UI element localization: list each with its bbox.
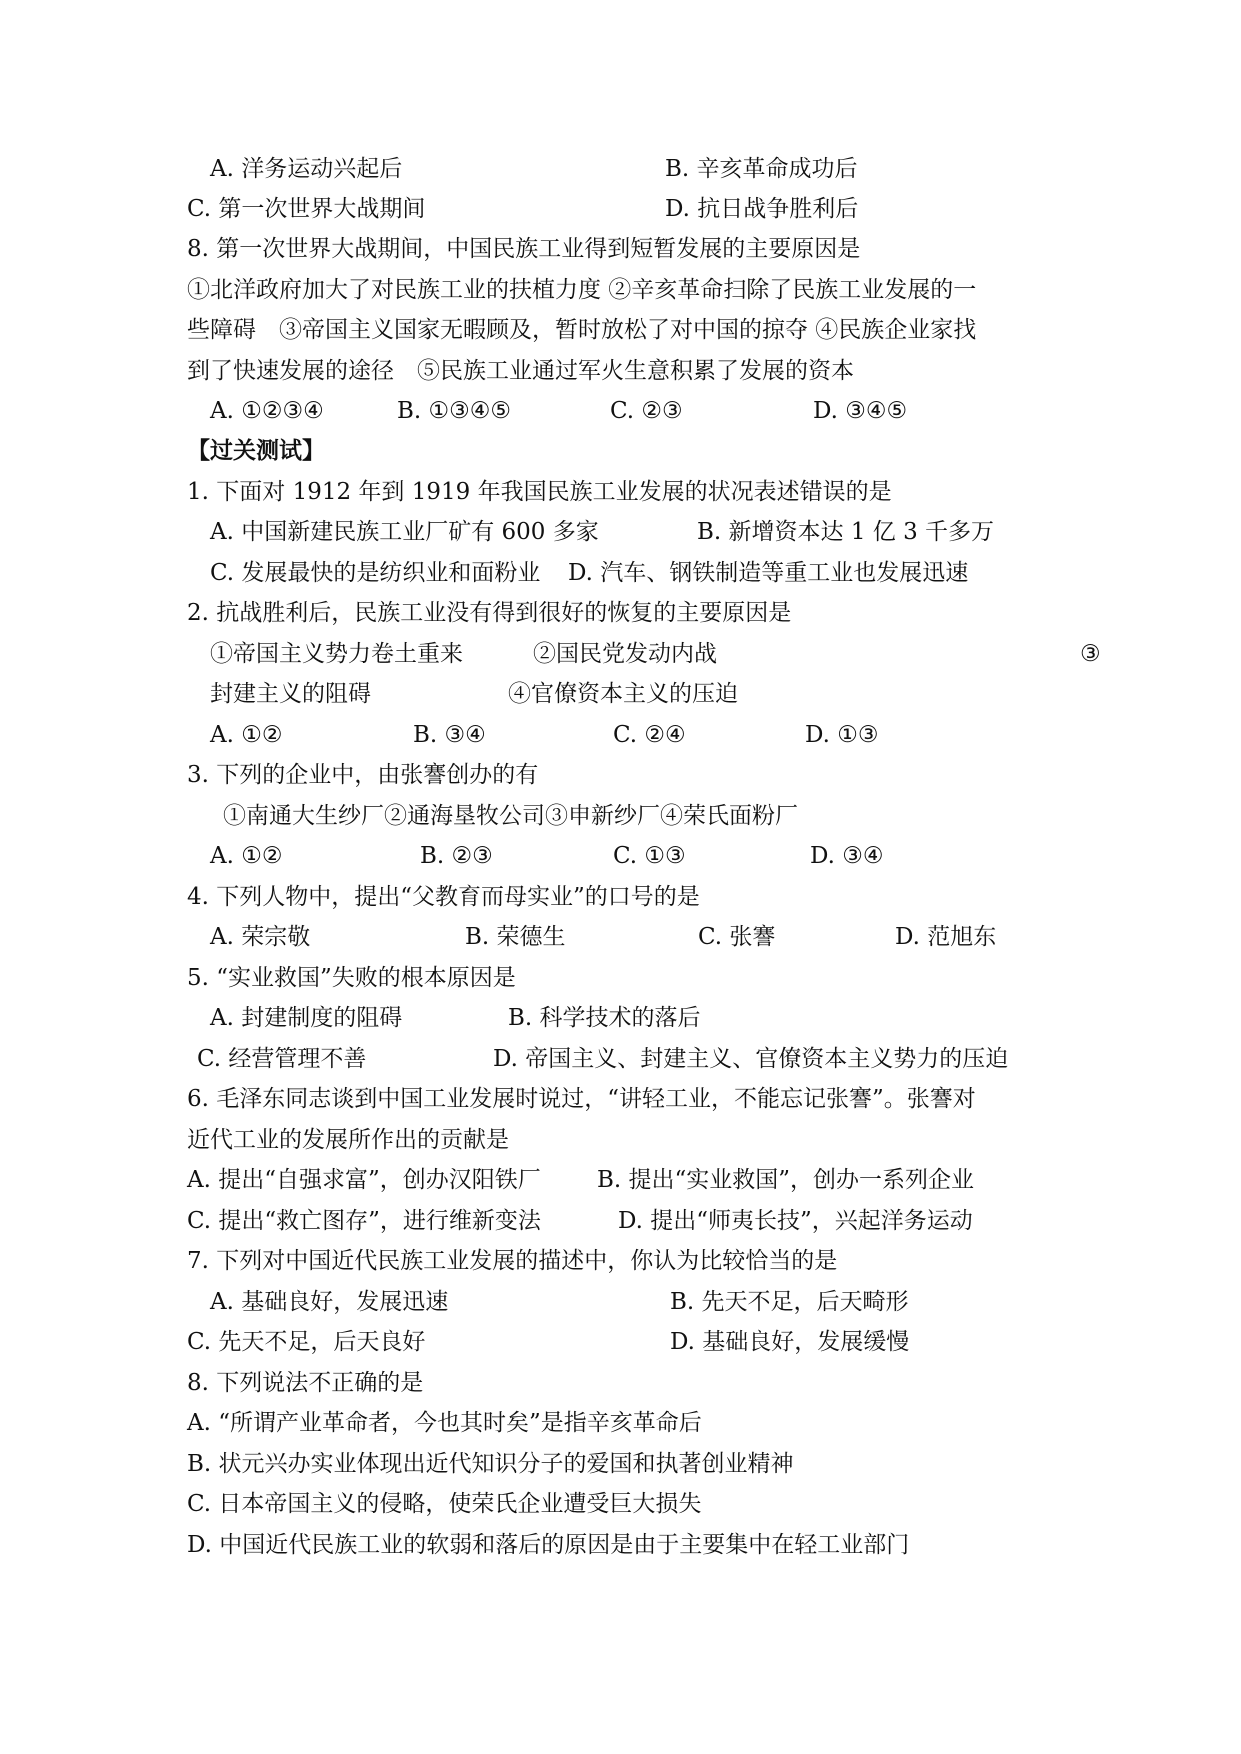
q2-stem: 2. 抗战胜利后，民族工业没有得到很好的恢复的主要原因是	[187, 600, 792, 626]
prev-q7-option-a: A. 洋务运动兴起后	[210, 156, 403, 182]
q7-option-b: B. 先天不足，后天畸形	[670, 1289, 909, 1315]
q3-option-d: D. ③④	[810, 843, 884, 869]
q7-stem: 7. 下列对中国近代民族工业发展的描述中，你认为比较恰当的是	[187, 1248, 838, 1274]
q5-option-d: D. 帝国主义、封建主义、官僚资本主义势力的压迫	[493, 1046, 1009, 1072]
prev-q8-line1: ①北洋政府加大了对民族工业的扶植力度 ②辛亥革命扫除了民族工业发展的一	[187, 277, 977, 303]
q6-option-c: C. 提出“救亡图存”，进行维新变法	[187, 1208, 541, 1234]
q3-option-a: A. ①②	[210, 843, 283, 869]
q7-option-a: A. 基础良好，发展迅速	[210, 1289, 449, 1315]
q8-stem: 8. 下列说法不正确的是	[187, 1370, 424, 1396]
prev-q8-option-a: A. ①②③④	[210, 398, 324, 424]
q5-option-a: A. 封建制度的阻碍	[210, 1005, 403, 1031]
prev-q7-option-d: D. 抗日战争胜利后	[665, 196, 859, 222]
q2-item-2: ②国民党发动内战	[533, 641, 717, 667]
q3-option-c: C. ①③	[613, 843, 686, 869]
q3-stem: 3. 下列的企业中，由张謇创办的有	[187, 762, 539, 788]
prev-q7-option-b: B. 辛亥革命成功后	[665, 156, 858, 182]
q5-stem: 5. “实业救国”失败的根本原因是	[187, 965, 516, 991]
q2-option-d: D. ①③	[805, 722, 879, 748]
q4-stem: 4. 下列人物中，提出“父教育而母实业”的口号的是	[187, 884, 700, 910]
q2-item-3-text: 封建主义的阻碍	[210, 681, 371, 707]
prev-q8-option-b: B. ①③④⑤	[397, 398, 512, 424]
q6-stem-line2: 近代工业的发展所作出的贡献是	[187, 1127, 509, 1153]
q5-option-c: C. 经营管理不善	[197, 1046, 367, 1072]
q2-option-c: C. ②④	[613, 722, 686, 748]
q6-option-a: A. 提出“自强求富”，创办汉阳铁厂	[187, 1167, 541, 1193]
q8-option-b: B. 状元兴办实业体现出近代知识分子的爱国和执著创业精神	[187, 1451, 794, 1477]
prev-q7-option-c: C. 第一次世界大战期间	[187, 196, 426, 222]
q8-option-a: A. “所谓产业革命者，今也其时矣”是指辛亥革命后	[187, 1410, 702, 1436]
q3-items: ①南通大生纱厂②通海垦牧公司③申新纱厂④荣氏面粉厂	[223, 803, 798, 829]
q3-option-b: B. ②③	[420, 843, 493, 869]
q4-option-d: D. 范旭东	[895, 924, 997, 950]
q4-option-a: A. 荣宗敬	[210, 924, 311, 950]
q5-option-b: B. 科学技术的落后	[508, 1005, 701, 1031]
prev-q8-line2: 些障碍 ③帝国主义国家无暇顾及，暂时放松了对中国的掠夺 ④民族企业家找	[187, 317, 977, 343]
q1-option-c: C. 发展最快的是纺织业和面粉业	[210, 560, 541, 586]
q4-option-b: B. 荣德生	[465, 924, 566, 950]
q2-option-a: A. ①②	[210, 722, 283, 748]
q6-stem-line1: 6. 毛泽东同志谈到中国工业发展时说过，“讲轻工业，不能忘记张謇”。张謇对	[187, 1086, 976, 1112]
prev-q8-option-d: D. ③④⑤	[813, 398, 908, 424]
prev-q8-option-c: C. ②③	[610, 398, 683, 424]
q2-item-4: ④官僚资本主义的压迫	[508, 681, 738, 707]
q1-stem: 1. 下面对 1912 年到 1919 年我国民族工业发展的状况表述错误的是	[187, 479, 892, 505]
q7-option-d: D. 基础良好，发展缓慢	[670, 1329, 910, 1355]
q8-option-c: C. 日本帝国主义的侵略，使荣氏企业遭受巨大损失	[187, 1491, 702, 1517]
prev-q8-stem: 8. 第一次世界大战期间，中国民族工业得到短暂发展的主要原因是	[187, 236, 861, 262]
q6-option-d: D. 提出“师夷长技”，兴起洋务运动	[618, 1208, 973, 1234]
q4-option-c: C. 张謇	[698, 924, 776, 950]
q7-option-c: C. 先天不足，后天良好	[187, 1329, 426, 1355]
q6-option-b: B. 提出“实业救国”，创办一系列企业	[597, 1167, 975, 1193]
q1-option-d: D. 汽车、钢铁制造等重工业也发展迅速	[568, 560, 969, 586]
section-title: 【过关测试】	[187, 437, 325, 464]
q2-item-3-marker: ③	[1080, 641, 1101, 667]
q2-item-1: ①帝国主义势力卷土重来	[210, 641, 463, 667]
prev-q8-line3: 到了快速发展的途径 ⑤民族工业通过军火生意积累了发展的资本	[187, 358, 854, 384]
q8-option-d: D. 中国近代民族工业的软弱和落后的原因是由于主要集中在轻工业部门	[187, 1532, 910, 1558]
q2-option-b: B. ③④	[413, 722, 486, 748]
q1-option-b: B. 新增资本达 1 亿 3 千多万	[697, 519, 995, 545]
q1-option-a: A. 中国新建民族工业厂矿有 600 多家	[210, 519, 599, 545]
